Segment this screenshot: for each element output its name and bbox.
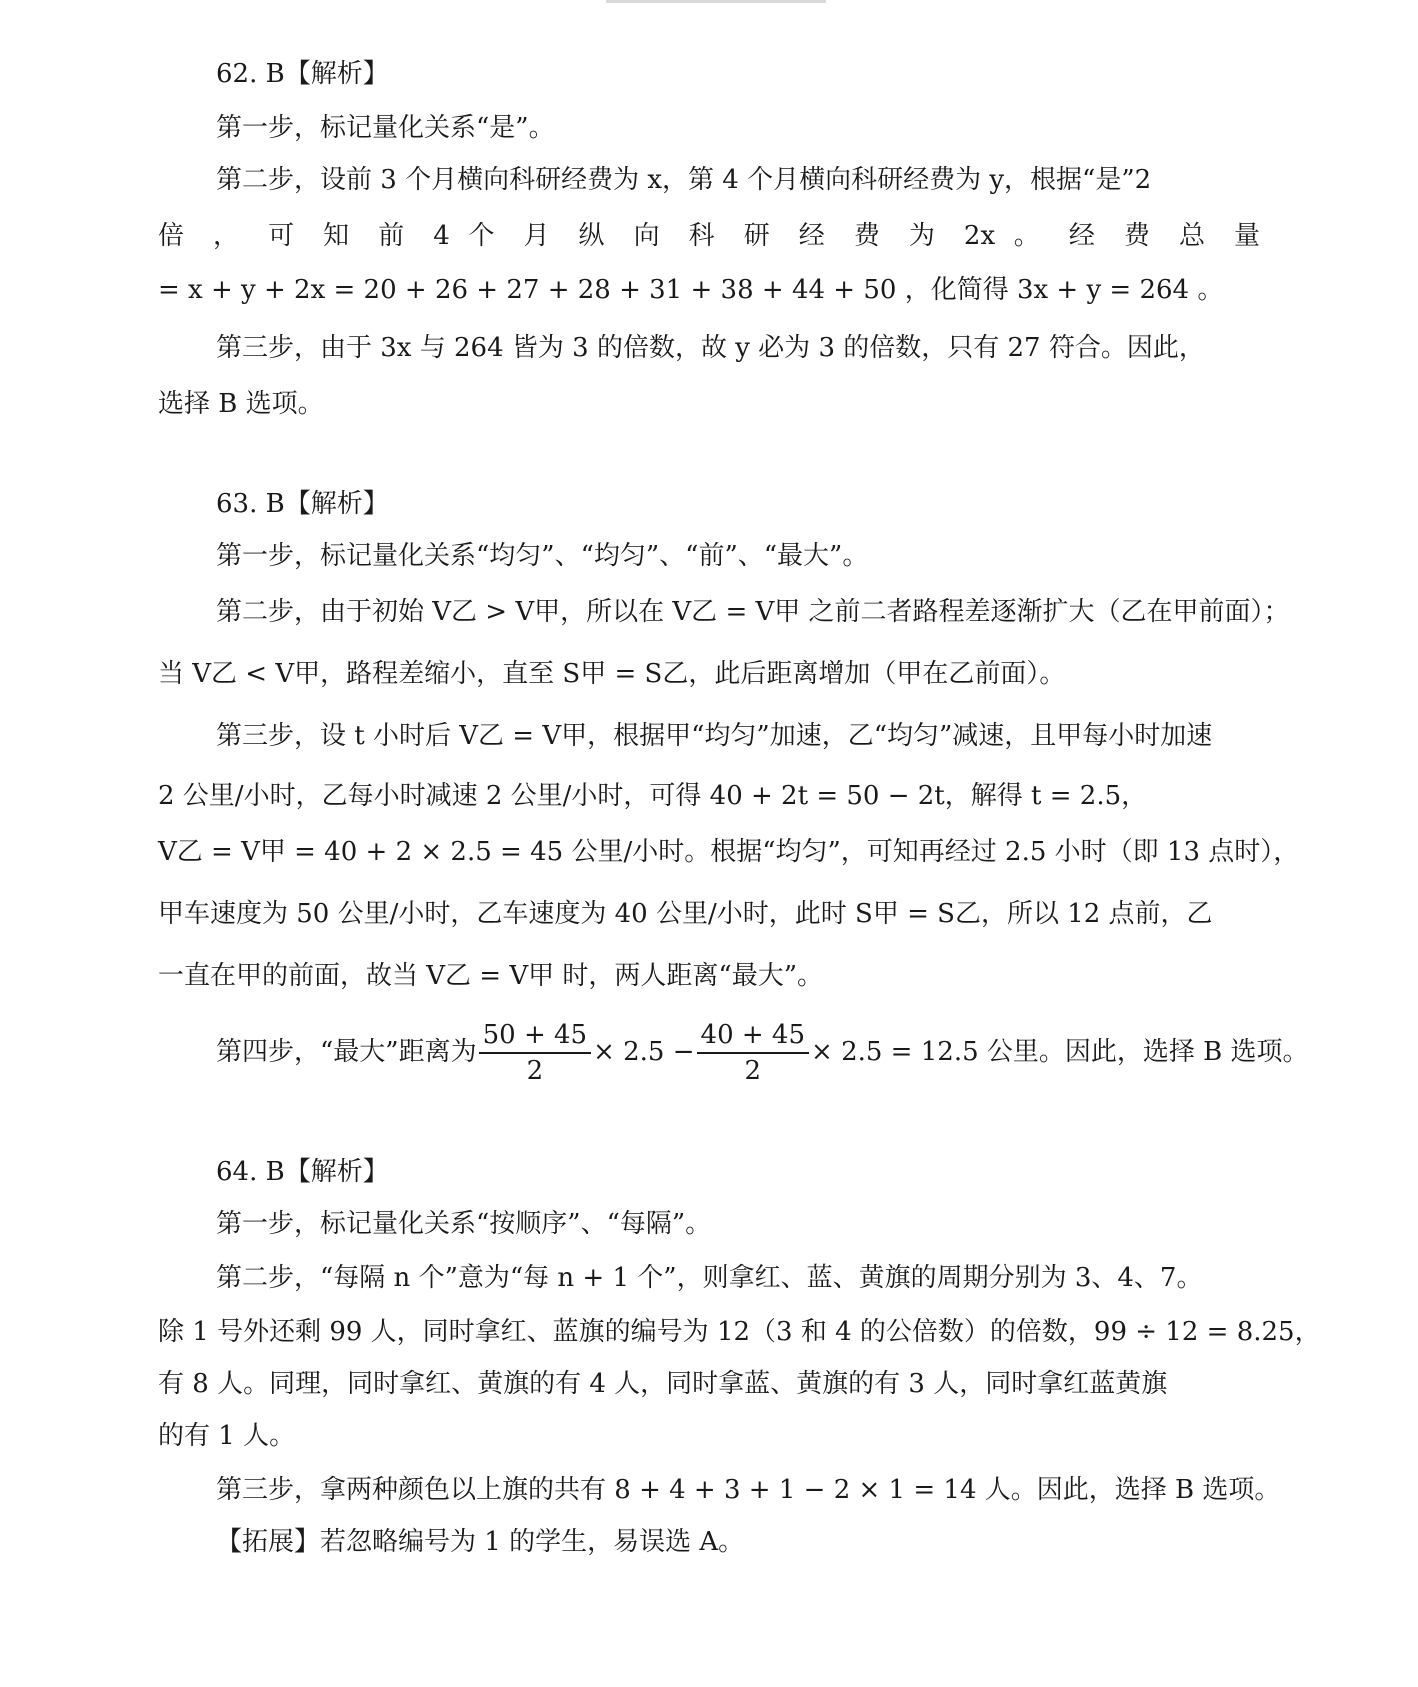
q64-extension: 【拓展】若忽略编号为 1 的学生，易误选 A。 — [216, 1527, 745, 1557]
q62-step2-line3: = x + y + 2x = 20 + 26 + 27 + 28 + 31 + 38 + 44 + 50 ，化简得 3x + y = 264 。 — [158, 275, 1224, 305]
q62-step3-line1: 第三步，由于 3x 与 264 皆为 3 的倍数，故 y 必为 3 的倍数，只有 27 符合。因此， — [216, 333, 1205, 363]
q64-step2-line1: 第二步，“每隔 n 个”意为“每 n + 1 个”，则拿红、蓝、黄旗的周期分别为 3、4、7。 — [216, 1263, 1203, 1293]
q64-step2-line3: 有 8 人。同理，同时拿红、黄旗的有 4 人，同时拿蓝、黄旗的有 3 人，同时拿红蓝黄旗 — [158, 1369, 1168, 1399]
fraction-2-numerator: 40 + 45 — [697, 1018, 809, 1054]
q64-step3: 第三步，拿两种颜色以上旗的共有 8 + 4 + 3 + 1 − 2 × 1 = 14 人。因此，选择 B 选项。 — [216, 1475, 1281, 1505]
q63-step4 — [216, 1018, 1309, 1088]
q62-heading: 62. B【解析】 — [216, 59, 389, 89]
fraction-2 — [697, 1018, 809, 1088]
q64-step2-line4: 的有 1 人。 — [158, 1421, 296, 1451]
q63-step4-suffix: × 2.5 = 12.5 公里。因此，选择 B 选项。 — [811, 1037, 1309, 1067]
fraction-1 — [479, 1018, 591, 1088]
q63-step1: 第一步，标记量化关系“均匀”、“均匀”、“前”、“最大”。 — [216, 541, 869, 571]
q64-step1: 第一步，标记量化关系“按顺序”、“每隔”。 — [216, 1209, 712, 1239]
q63-step3-line2: 2 公里/小时，乙每小时减速 2 公里/小时，可得 40 + 2t = 50 − 2t，解得 t = 2.5， — [158, 781, 1148, 811]
q63-step2-line1: 第二步，由于初始 V乙 > V甲，所以在 V乙 = V甲 之前二者路程差逐渐扩大（乙在甲前面）； — [216, 597, 1290, 627]
q63-step3-line4: 甲车速度为 50 公里/小时，乙车速度为 40 公里/小时，此时 S甲 = S乙，所以 12 点前，乙 — [158, 899, 1213, 929]
q62-step3-line2: 选择 B 选项。 — [158, 389, 324, 419]
top-scan-mark — [606, 0, 826, 3]
q63-step3-line5: 一直在甲的前面，故当 V乙 = V甲 时，两人距离“最大”。 — [158, 961, 823, 991]
fraction-2-denominator: 2 — [744, 1056, 762, 1086]
q62-step2-line2: 倍 ， 可 知 前 4 个 月 纵 向 科 研 经 费 为 2x 。 经 费 总 量 — [158, 221, 1260, 251]
q64-step2-line2: 除 1 号外还剩 99 人，同时拿红、蓝旗的编号为 12（3 和 4 的公倍数）的倍数，99 ÷ 12 = 8.25， — [158, 1317, 1321, 1347]
q63-step4-mid: × 2.5 − — [593, 1037, 695, 1067]
q64-heading: 64. B【解析】 — [216, 1157, 389, 1187]
fraction-1-numerator: 50 + 45 — [479, 1018, 591, 1054]
q63-step3-line3: V乙 = V甲 = 40 + 2 × 2.5 = 45 公里/小时。根据“均匀”，可知再经过 2.5 小时（即 13 点时）， — [158, 837, 1300, 867]
q62-step1: 第一步，标记量化关系“是”。 — [216, 113, 555, 143]
q63-step3-line1: 第三步，设 t 小时后 V乙 = V甲，根据甲“均匀”加速，乙“均匀”减速，且甲每小时加速 — [216, 721, 1213, 751]
q62-step2-line1: 第二步，设前 3 个月横向科研经费为 x，第 4 个月横向科研经费为 y，根据“是”2 — [216, 165, 1152, 195]
q63-heading: 63. B【解析】 — [216, 489, 389, 519]
q63-step4-prefix: 第四步，“最大”距离为 — [216, 1037, 477, 1067]
fraction-1-denominator: 2 — [526, 1056, 544, 1086]
q63-step2-line2: 当 V乙 < V甲，路程差缩小，直至 S甲 = S乙，此后距离增加（甲在乙前面）。 — [158, 659, 1066, 689]
